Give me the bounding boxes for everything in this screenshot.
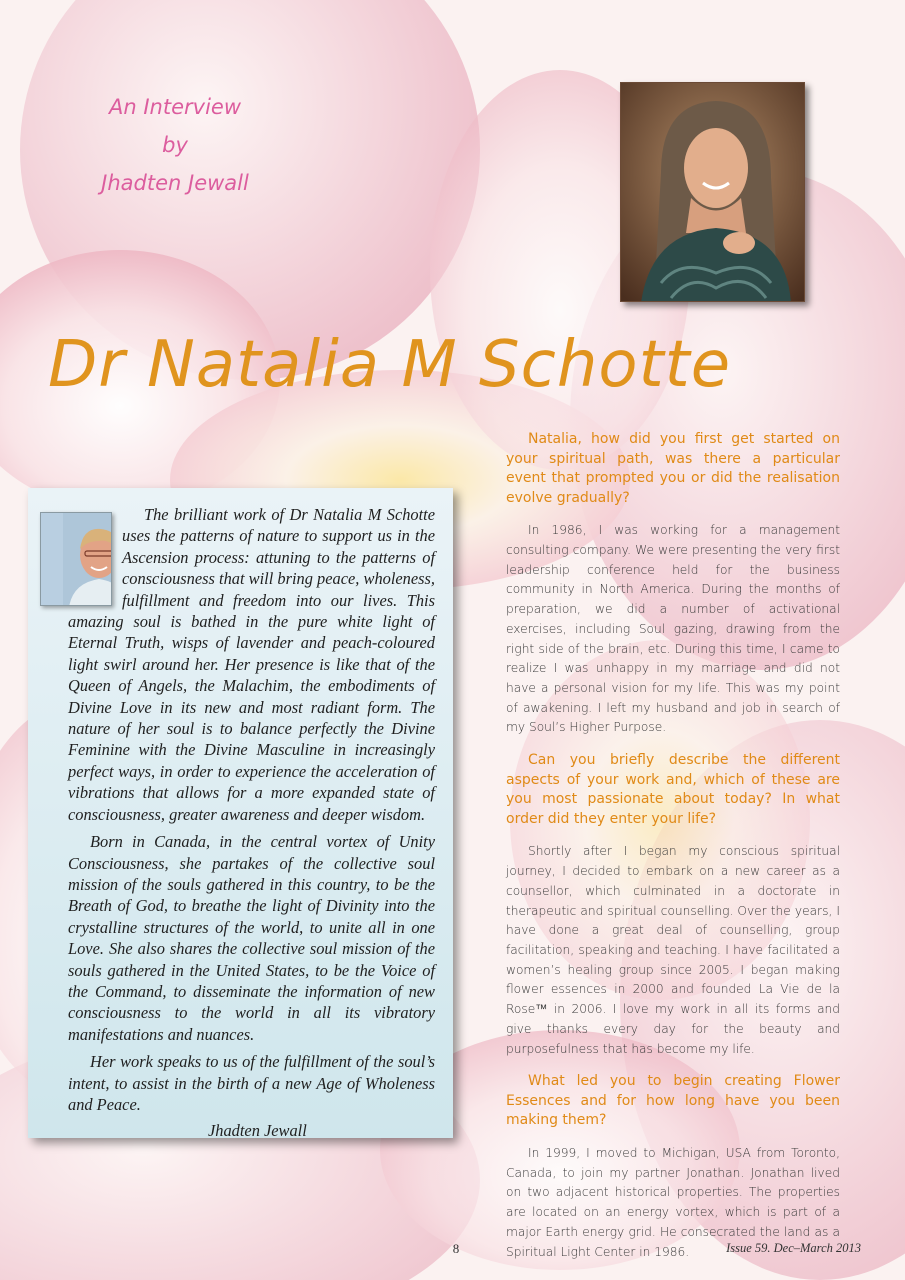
page-title: Dr Natalia M Schotte: [48, 328, 732, 402]
bio-box: [28, 488, 453, 1141]
interviewer-image: [63, 513, 112, 606]
answer-2: Shortly after I began my conscious spiritual journey, I decided to embark on a new career as a counsellor, which culminated in a doctorate in therapeutic and spiritual counselling. Over the years, I have done a great deal of counselling, group facilitation, speaking and teaching. I have facilitated a women’s healing group since 2005. I began making flower essences in 2000 and founded La Vie de la Rose™ in 2006. I love my work in all its forms and give thanks every day for the beauty and purposefulness that has become my life.: [506, 844, 840, 1056]
kicker-line-2: by: [162, 133, 188, 157]
interviewer-photo: [40, 512, 112, 606]
interview-byline: [60, 88, 290, 202]
answer-3: In 1999, I moved to Michigan, USA from Toronto, Canada, to join my partner Jonathan. Jonathan lived on two adjacent historical properties. The properties are located on an energy vortex, which is part of a major Earth energy grid. He consecrated the land as a Spiritual Light Center in 1986.: [506, 1146, 840, 1259]
interview-column: [506, 430, 840, 1275]
kicker-line-3: Jhadten Jewall: [101, 171, 249, 195]
portrait-image: [621, 83, 805, 302]
bio-paragraph-3: Her work speaks to us of the fulfillment of the soul’s intent, to assist in the birth of a new Age of Wholeness and Peace.: [68, 1052, 435, 1114]
bio-text-1: The brilliant work of Dr Natalia M Schotte uses the patterns of nature to support us in the Ascension process: attuning to the patterns of consciousness that will bring peace, wholeness, fulfillment and freedom into our lives. This amazing soul is bathed in the pure white light of Eternal Truth, wisps of lavender and peach-coloured light swirl around her. Her presence is like that of the Queen of Angels, the Malachim, the embodiments of Divine Love in its new and most radiant form. The nature of her soul is to balance perfectly the Divine Feminine with the Divine Masculine in increasingly perfect ways, in order to experience the acceleration of vibrations that allows for a more expanded state of consciousness, greater awareness and deeper wisdom.: [68, 505, 435, 824]
question-2: Can you briefly describe the different aspects of your work and, which of these are you most passionate about today? In what order did they enter your life?: [506, 752, 840, 827]
issue-label: Issue 59. Dec–March 2013: [726, 1241, 861, 1255]
kicker-line-1: An Interview: [109, 95, 241, 119]
portrait-photo: [620, 82, 805, 302]
bio-paragraph-2: Born in Canada, in the central vortex of Unity Consciousness, she partakes of the collective soul mission of the souls gathered in this country, to be the Breath of God, to breathe the light of Divinity into the crystalline structures of the world, to unite all in one Love. She also shares the collective soul mission of the souls gathered in the United States, to be the Voice of the Command, to disseminate the information of new consciousness to the world in all its vibratory manifestations and nuances.: [68, 832, 435, 1044]
question-3: What led you to begin creating Flower Essences and for how long have you been making them?: [506, 1073, 840, 1129]
bio-paragraph-1: [68, 504, 435, 825]
answer-1: In 1986, I was working for a management consulting company. We were presenting the very first leadership conference held for the business community in North America. During the months of preparation, we did a number of activational exercises, including Soul gazing, drawing from the right side of the brain, etc. During this time, I came to realize I was unhappy in my marriage and did not have a personal vision for my life. This was my point of awakening. I left my husband and job in search of my Soul’s Higher Purpose.: [506, 523, 840, 735]
question-1: Natalia, how did you first get started on your spiritual path, was there a particular event that prompted you or did the realisation evolve gradually?: [506, 431, 840, 506]
page-number: 8: [452, 1241, 460, 1256]
signature: Jhadten Jewall: [208, 1121, 307, 1141]
